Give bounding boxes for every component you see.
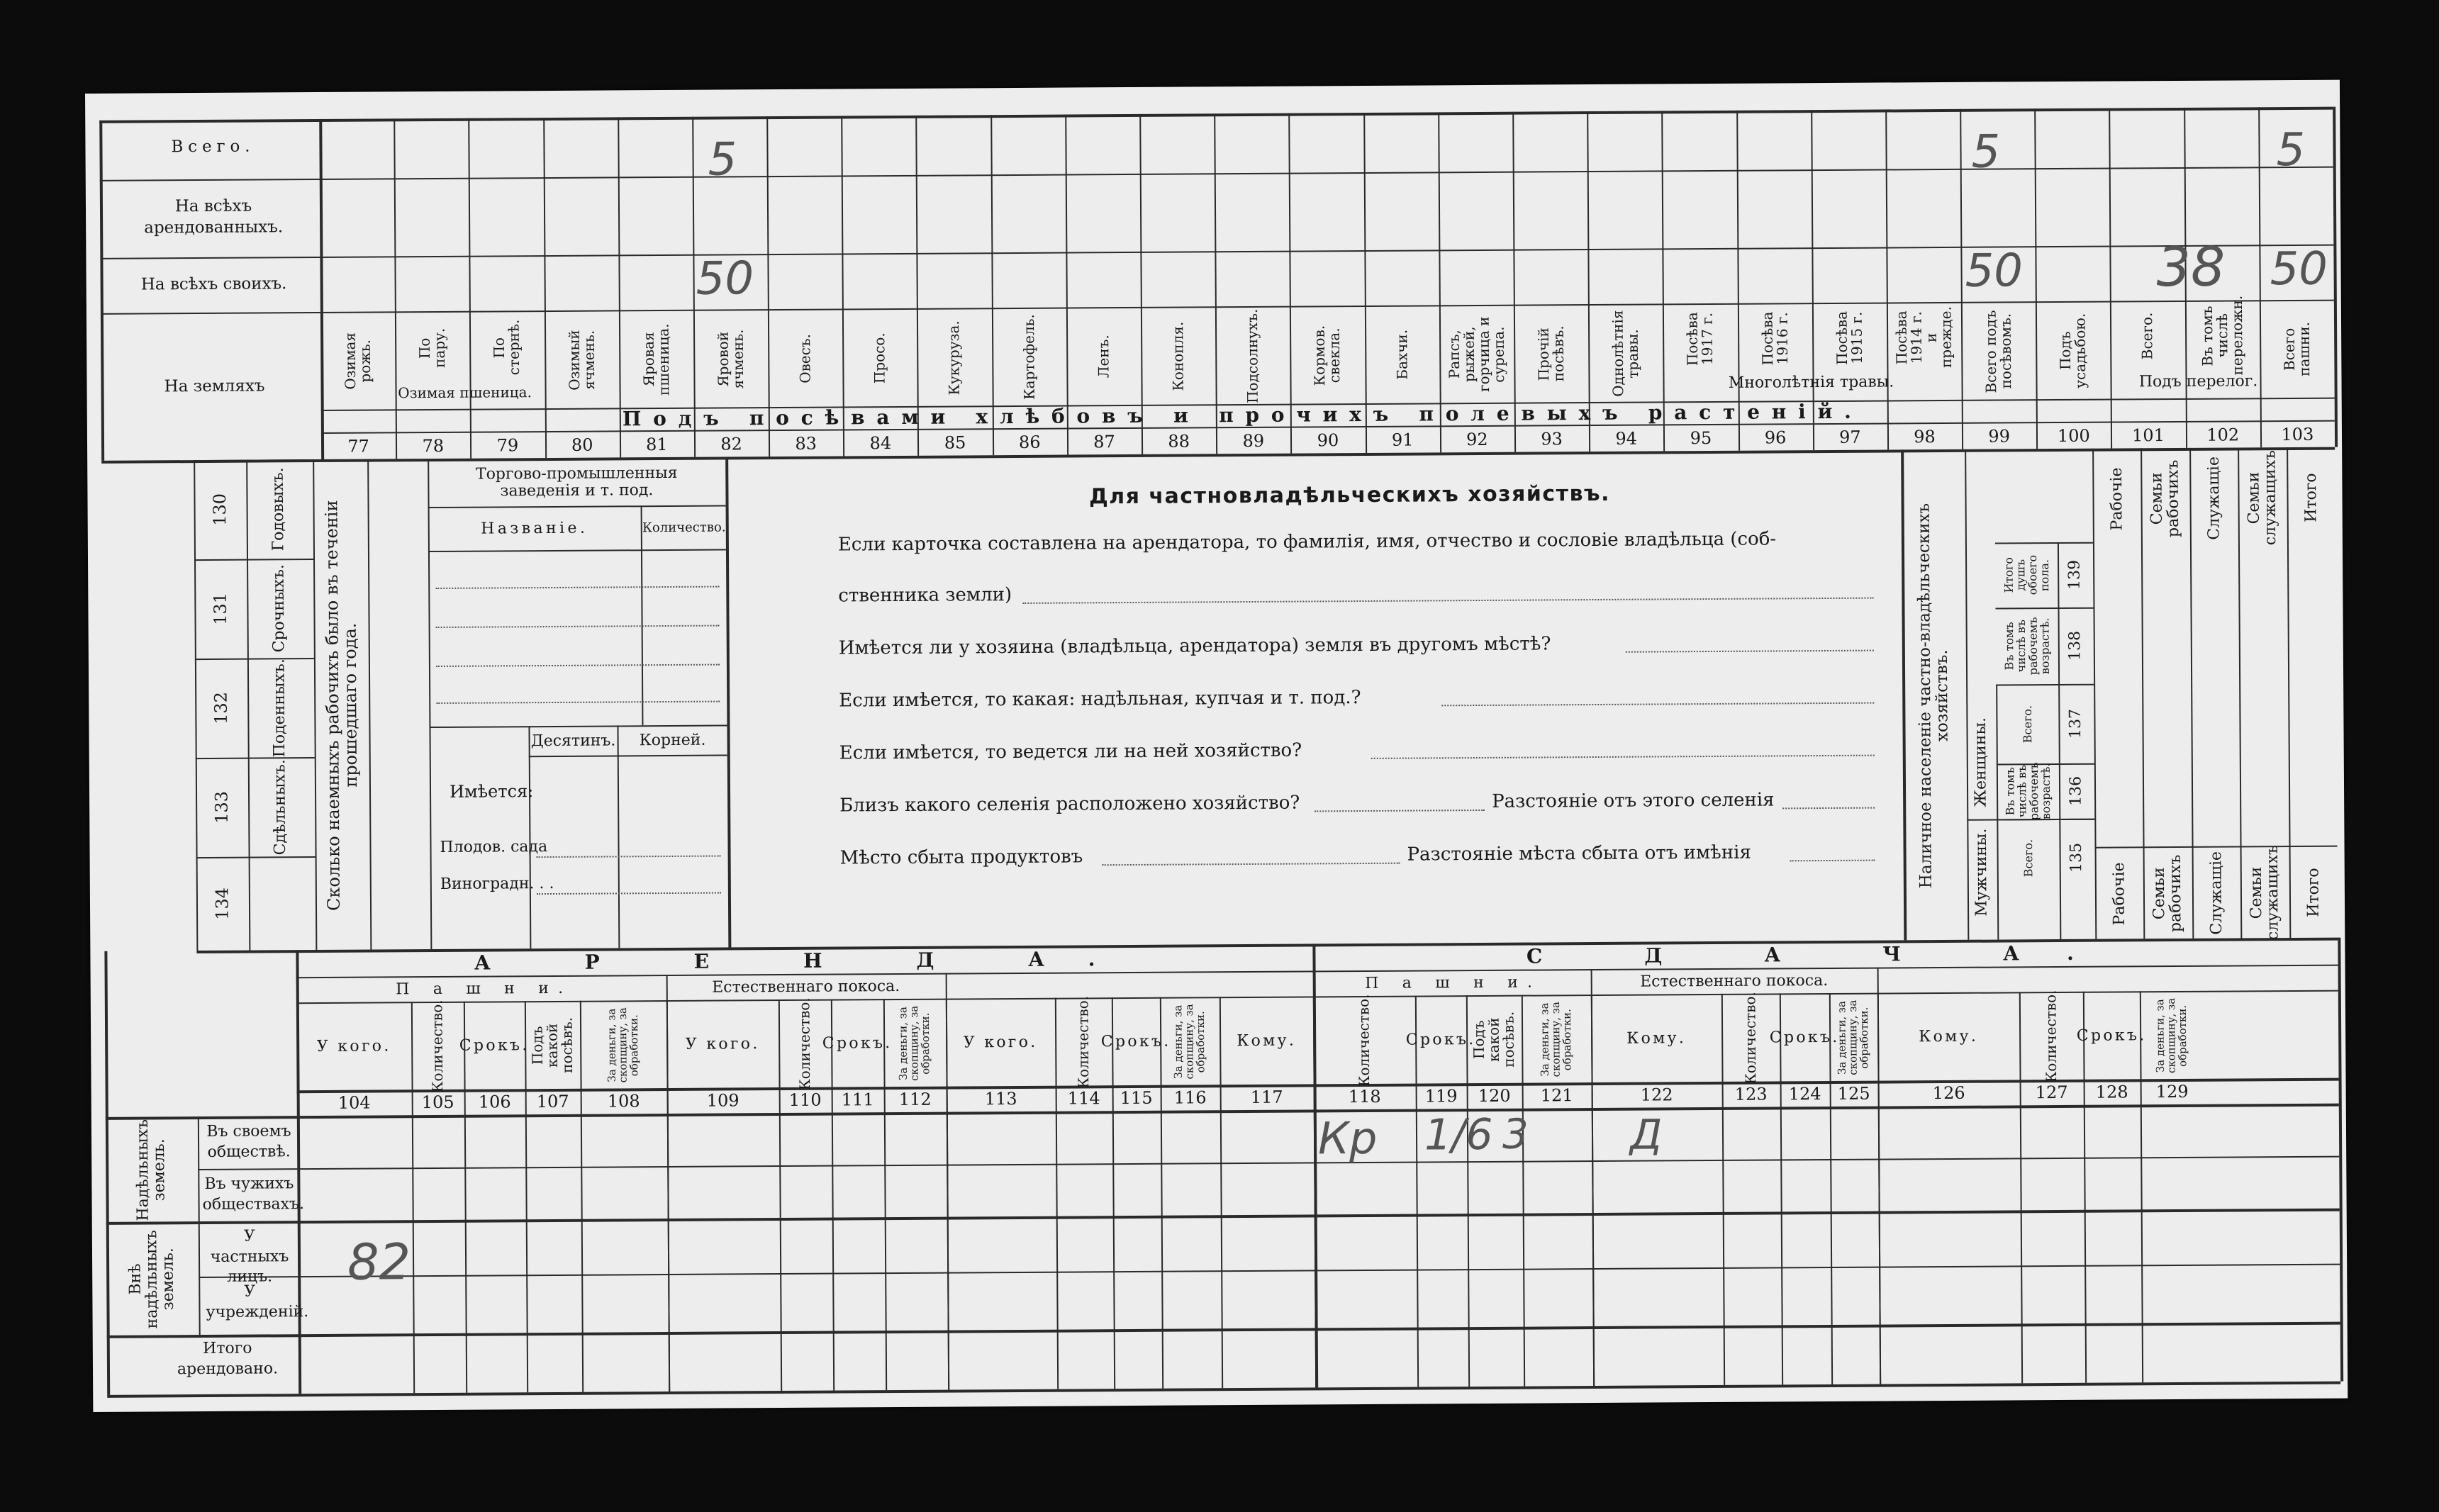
- lease-col-number: 124: [1788, 1084, 1821, 1104]
- perennial-grasses-label: Многолѣтнія травы.: [1728, 373, 1894, 392]
- column-header: Ленъ.: [1095, 335, 1112, 379]
- column-number: 87: [1093, 432, 1115, 452]
- row-institutions: У учрежденій.: [206, 1282, 309, 1321]
- column-number: 98: [1914, 427, 1936, 447]
- right-col-label-bottom: Итого: [2304, 868, 2323, 917]
- lease-col-label: У кого.: [316, 1037, 391, 1055]
- lease-col-label: Количество.: [1074, 996, 1093, 1089]
- lease-col-label: Количество.: [2042, 990, 2060, 1083]
- lease-col-label: Подъ какой посѣвъ.: [528, 1017, 576, 1074]
- lease-col-label: Срокъ.: [2076, 1026, 2147, 1045]
- lease-col-number: 114: [1067, 1088, 1100, 1109]
- women-label: Женщины.: [1971, 717, 1990, 808]
- lease-col-number: 108: [607, 1091, 640, 1111]
- column-header: Подъ усадьбою.: [2056, 313, 2089, 388]
- question-village-distance: Разстояніе отъ этого селенія: [1492, 789, 1775, 812]
- worker-col-number: 133: [211, 790, 232, 824]
- lease-col-number: 120: [1478, 1085, 1511, 1107]
- lease-col-label: Количество.: [428, 999, 447, 1093]
- lease-col-number: 122: [1640, 1085, 1673, 1105]
- lease-col-number: 125: [1837, 1083, 1870, 1104]
- lease-col-number: 107: [536, 1091, 569, 1112]
- lease-col-label: Подъ какой посѣвъ.: [1470, 1012, 1517, 1068]
- worker-col-number: 131: [210, 592, 230, 625]
- column-number: 103: [2281, 424, 2314, 445]
- row-divider: [1995, 542, 2093, 544]
- lease-col-number: 123: [1734, 1084, 1768, 1104]
- column-divider: [2109, 108, 2113, 449]
- row-divider: [194, 559, 313, 561]
- lease-col-label: Срокъ.: [1405, 1030, 1476, 1049]
- lease-col-number: 105: [421, 1092, 454, 1113]
- column-number: 92: [1466, 429, 1488, 450]
- population-title: Наличное населеніе частно-владѣльческихъ хозяйствъ.: [1914, 503, 1952, 888]
- column-header: По стернѣ.: [491, 319, 523, 376]
- lease-col-number: 116: [1173, 1087, 1207, 1108]
- sdacha-pokos: Естественнаго покоса.: [1640, 971, 1829, 991]
- column-header: Всего подъ посѣвомъ.: [1982, 309, 2015, 393]
- lease-col-number: 110: [788, 1090, 822, 1110]
- right-col-label-top: Итого: [2301, 473, 2320, 522]
- column-header: Конопля.: [1169, 321, 1187, 391]
- column-header: Въ томъ числѣ переложн.: [2198, 296, 2246, 376]
- population-col-number: 135: [2067, 842, 2086, 873]
- garden-label: Плодов. сада: [440, 838, 548, 856]
- lease-col-label: Кому.: [1626, 1029, 1687, 1048]
- column-number: 102: [2206, 425, 2240, 445]
- lease-col-number: 127: [2035, 1082, 2068, 1103]
- column-header: Посѣва 1914 г. и прежде.: [1892, 306, 1955, 369]
- column-header: Озимая рожь.: [341, 332, 374, 391]
- right-col-label-bottom: Семьи рабочихъ: [2150, 854, 2185, 932]
- column-number: 97: [1838, 427, 1861, 447]
- row-divider: [196, 757, 315, 759]
- column-header: По пару.: [415, 327, 449, 369]
- column-header: Прочій посѣвъ.: [1534, 325, 1568, 382]
- handwritten-total-103: 5: [2276, 123, 2306, 177]
- column-number: 100: [2057, 425, 2090, 447]
- workers-title: Сколько наемныхъ рабочихъ было въ теченіи прошедшаго года.: [321, 500, 361, 911]
- row-total-rented: Итого арендовано.: [177, 1339, 279, 1378]
- arenda-pashni: П а ш н и.: [396, 979, 573, 999]
- column-number: 82: [720, 434, 742, 454]
- column-divider: [618, 117, 621, 457]
- trade-qty-header: Количество.: [642, 520, 726, 536]
- column-number: 78: [422, 435, 445, 457]
- handwritten-total-99: 5: [1971, 125, 2001, 179]
- column-header: Озимый ячмень.: [565, 330, 598, 391]
- question-other-land: Имѣется ли у хозяина (владѣльца, арендатора) земля въ другомъ мѣстѣ?: [838, 633, 1551, 659]
- row-own-society: Въ своемъ обществѣ.: [206, 1122, 291, 1161]
- population-col-number: 138: [2066, 630, 2084, 661]
- lease-col-label: Количество.: [796, 997, 814, 1091]
- right-col-label-top: Служащіе: [2204, 456, 2223, 540]
- column-number: 94: [1615, 428, 1638, 449]
- column-number: 88: [1168, 431, 1190, 452]
- korney-header: Корней.: [639, 731, 706, 750]
- column-number: 86: [1018, 432, 1041, 452]
- column-number: 80: [571, 435, 593, 455]
- right-col-label-top: Семьи служащихъ: [2245, 450, 2280, 546]
- handwritten-d: Д: [1629, 1110, 1663, 1159]
- population-col-label: Всего.: [2021, 839, 2036, 877]
- worker-col-number: 132: [211, 691, 231, 724]
- column-header: Посѣва 1917 г.: [1683, 312, 1717, 366]
- column-number: 77: [347, 436, 369, 457]
- column-divider: [394, 118, 397, 459]
- column-divider: [2258, 107, 2262, 447]
- lease-col-number: 128: [2095, 1082, 2128, 1102]
- right-col-label-bottom: Служащіе: [2207, 851, 2226, 935]
- arenda-title: А Р Е Н Д А.: [474, 946, 1139, 975]
- column-header: Овесъ.: [796, 333, 814, 383]
- column-number: 79: [496, 435, 519, 456]
- column-divider: [543, 118, 547, 458]
- handwritten-82: 82: [347, 1233, 411, 1292]
- column-number: 83: [795, 433, 817, 454]
- column-divider: [2034, 108, 2038, 449]
- population-col-number: 139: [2065, 559, 2084, 590]
- lease-col-label: За деньги, за скопщину, за обработки.: [605, 1007, 641, 1083]
- arenda-pokos: Естественнаго покоса.: [712, 977, 900, 997]
- row-divider: [196, 856, 316, 858]
- column-header: Посѣва 1915 г.: [1833, 310, 1865, 365]
- row-divider: [1995, 607, 2093, 610]
- question-market-distance: Разстояніе мѣста сбыта отъ имѣнія: [1407, 841, 1751, 866]
- lease-col-number: 121: [1540, 1085, 1573, 1106]
- column-header: Яровая пшеница.: [640, 323, 672, 396]
- right-col-label-bottom: Семьи служащихъ: [2248, 845, 2282, 941]
- lease-col-label: Кому.: [1919, 1027, 1979, 1046]
- column-header: Кормов. свекла.: [1311, 325, 1344, 386]
- lease-col-number: 112: [898, 1089, 932, 1110]
- column-number: 81: [646, 434, 668, 455]
- lease-col-number: 129: [2155, 1081, 2189, 1102]
- column-header: Картофель.: [1020, 314, 1038, 401]
- handwritten-total-82: 5: [708, 133, 737, 186]
- worker-col-label: Поденныхъ.: [270, 658, 289, 758]
- column-number: 99: [1988, 426, 2011, 447]
- worker-col-number: 134: [212, 887, 233, 920]
- lease-col-number: 109: [706, 1090, 739, 1111]
- trade-name-header: Названіе.: [481, 519, 588, 538]
- worker-col-label: Годовыхъ.: [269, 467, 288, 551]
- lease-col-label: За деньги, за скопщину, за обработки.: [1538, 1002, 1574, 1077]
- handwritten-own-99: 50: [1965, 245, 2024, 298]
- lease-col-number: 126: [1932, 1082, 1965, 1104]
- worker-col-label: Срочныхъ.: [269, 564, 289, 653]
- has-label: Имѣется:: [449, 781, 534, 802]
- row-divider: [195, 658, 314, 660]
- lease-col-label: За деньги, за скопщину, за обработки.: [896, 1005, 932, 1082]
- lease-col-label: Количество.: [1741, 992, 1760, 1085]
- desyatin-header: Десятинъ.: [530, 732, 616, 751]
- population-col-label: Въ томъ числѣ въ рабочемъ возрастѣ.: [2002, 617, 2052, 676]
- row-private-persons: У частныхъ лицъ.: [210, 1227, 289, 1286]
- column-number: 93: [1541, 429, 1563, 449]
- handwritten-qty: 1/6: [1424, 1109, 1493, 1160]
- column-header: Кукуруза.: [945, 320, 964, 396]
- lease-col-label: Срокъ.: [459, 1036, 530, 1055]
- column-header: Яровой ячмень.: [714, 329, 747, 389]
- population-col-label: Всего.: [2020, 705, 2035, 743]
- question-land-type: Если имѣется, то какая: надѣльная, купчая и т. под.?: [839, 687, 1361, 712]
- lease-col-number: 113: [984, 1088, 1017, 1109]
- sdacha-pashni: П а ш н и.: [1365, 973, 1542, 992]
- row-label-total: Всего.: [171, 137, 255, 157]
- handwritten-term: 3: [1502, 1109, 1529, 1158]
- lease-col-number: 104: [337, 1092, 371, 1113]
- lease-col-number: 118: [1348, 1086, 1381, 1107]
- lease-col-number: 111: [841, 1090, 874, 1110]
- column-number: 101: [2132, 425, 2165, 446]
- worker-col-number: 130: [209, 493, 230, 526]
- column-divider: [1960, 109, 1963, 449]
- handwritten-kr: Кр: [1317, 1111, 1378, 1165]
- column-number: 85: [944, 432, 966, 453]
- row-label-own: На всѣхъ своихъ.: [140, 274, 287, 294]
- winter-wheat-label: Озимая пшеница.: [398, 383, 532, 402]
- column-number: 96: [1764, 427, 1787, 448]
- lease-col-label: У кого.: [963, 1033, 1038, 1052]
- lease-col-label: За деньги, за скопщину, за обработки.: [2153, 997, 2189, 1074]
- crop-table: [85, 80, 2340, 457]
- column-header: Подсолнухъ.: [1244, 308, 1261, 403]
- column-header: Бахчи.: [1392, 330, 1411, 381]
- column-number: 90: [1317, 430, 1339, 451]
- population-col-label: Въ томъ числѣ въ рабочемъ возрастѣ.: [2003, 762, 2053, 821]
- lease-col-label: Кому.: [1237, 1031, 1297, 1051]
- group-non-allotment-label: Внѣ надѣльныхъ земель.: [126, 1229, 178, 1329]
- lease-col-number: 115: [1120, 1087, 1153, 1109]
- column-header: Всего.: [2138, 312, 2156, 360]
- question-owner-2: ственника земли): [838, 584, 1012, 607]
- column-divider: [469, 118, 472, 459]
- lease-col-number: 117: [1250, 1087, 1283, 1107]
- lease-col-label: Срокъ.: [1769, 1028, 1840, 1047]
- right-col-label-bottom: Рабочіе: [2110, 861, 2128, 926]
- row-label-lands: На земляхъ: [164, 376, 265, 396]
- population-col-number: 136: [2067, 775, 2085, 806]
- population-col-number: 137: [2066, 708, 2085, 739]
- worker-col-label: [250, 861, 312, 946]
- lease-col-number: 106: [478, 1092, 511, 1112]
- column-header: Рапсъ, рыжей, горчица и сурепа.: [1445, 316, 1507, 393]
- population-col-label: Итого душъ обоего пола.: [2002, 554, 2052, 595]
- handwritten-own-101: 38: [2156, 235, 2226, 299]
- column-number: 89: [1242, 430, 1265, 452]
- question-village: Близъ какого селенія расположено хозяйство?: [839, 792, 1300, 817]
- column-header: Посѣва 1916 г.: [1758, 311, 1791, 366]
- column-divider: [1139, 114, 1143, 454]
- column-number: 91: [1391, 430, 1414, 450]
- column-number: 84: [869, 433, 892, 454]
- lease-col-label: За деньги, за скопщину, за обработки.: [1171, 1004, 1207, 1080]
- lease-col-label: Количество.: [1355, 994, 1373, 1087]
- right-col-label-top: Рабочіе: [2107, 466, 2126, 531]
- census-card: [85, 80, 2348, 1412]
- trade-title: Торгово-промышленныя заведенія и т. под.: [475, 464, 678, 500]
- row-label-rented: На всѣхъ арендованныхъ.: [144, 196, 284, 237]
- column-header: Просо.: [871, 332, 888, 384]
- lease-col-label: За деньги, за скопщину, за обработки.: [1835, 999, 1871, 1075]
- lease-col-label: Срокъ.: [1100, 1032, 1171, 1051]
- question-market: Мѣсто сбыта продуктовъ: [839, 846, 1083, 869]
- column-header: Всего пашни.: [2280, 322, 2313, 377]
- vineyard-label: Виноградн. . .: [440, 874, 554, 893]
- row-other-societies: Въ чужихъ обществахъ.: [202, 1175, 305, 1214]
- column-number: 95: [1690, 427, 1712, 449]
- fallow-label: Подъ перелог.: [2138, 372, 2258, 391]
- handwritten-own-82: 50: [696, 252, 754, 306]
- right-col-label-top: Семьи рабочихъ: [2148, 459, 2183, 537]
- men-label: Мужчины.: [1972, 828, 1991, 917]
- question-owner-1: Если карточка составлена на арендатора, то фамилія, имя, отчество и сословіе владѣльца (соб-: [837, 528, 1777, 556]
- lease-col-number: 119: [1424, 1086, 1458, 1107]
- column-divider: [1885, 109, 1889, 449]
- lease-col-label: У кого.: [685, 1035, 760, 1053]
- sdacha-title: С Д А Ч А.: [1526, 941, 2122, 968]
- crops-banner: Подъ посѣвами хлѣбовъ и прочихъ полевыхъ растеній.: [622, 399, 1863, 430]
- lease-col-label: Срокъ.: [822, 1034, 893, 1053]
- handwritten-own-103: 50: [2270, 242, 2328, 296]
- column-header: Однолѣтнія травы.: [1609, 310, 1642, 398]
- group-allotment-label: Надѣльныхъ земель.: [133, 1119, 169, 1221]
- question-farming: Если имѣется, то ведется ли на ней хозяйство?: [839, 739, 1302, 764]
- worker-col-label: Сдѣльныхъ.: [271, 758, 290, 855]
- row-divider: [1996, 684, 2094, 686]
- private-farms-title: Для частновладѣльческихъ хозяйствъ.: [1088, 481, 1611, 510]
